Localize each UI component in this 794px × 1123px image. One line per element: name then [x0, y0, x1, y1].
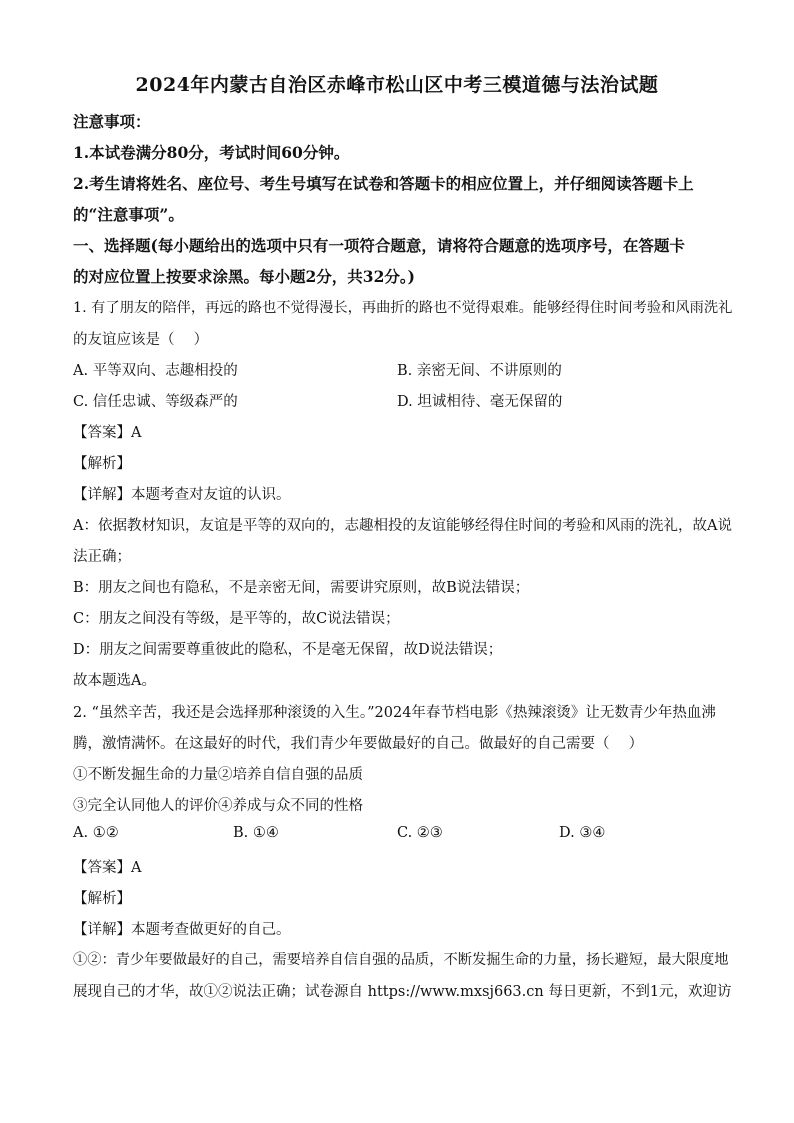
q1-stem-line-1: 1. 有了朋友的陪伴，再远的路也不觉得漫长，再曲折的路也不觉得艰难。能够经得住时间考验和风雨洗礼 [73, 300, 733, 316]
notice-heading: 注意事项： [73, 112, 151, 131]
q1-option-c: C. 信任忠诚、等级森严的 [73, 394, 238, 410]
q2-option-b: B. ①④ [233, 825, 279, 841]
q2-option-d: D. ③④ [559, 825, 606, 841]
q2-explain-line-2: 展现自己的才华，故①②说法正确；试卷源自 https://www.mxsj663.cn 每日更新，不到1元，欢迎访 [73, 984, 732, 1000]
q1-explain-a-line-2: 法正确； [73, 549, 131, 565]
q2-stem-line-1: 2. “虽然辛苦，我还是会选择那种滚烫的入生。”2024年春节档电影《热辣滚烫》让无数青少年热血沸 [73, 705, 716, 721]
page-title: 2024年内蒙古自治区赤峰市松山区中考三模道德与法治试题 [135, 74, 659, 96]
q2-stem-line-2: 腾，激情满怀。在这最好的时代，我们青少年要做最好的自己。做最好的自己需要（ ） [73, 736, 644, 752]
q1-explain-a-line-1: A：依据教材知识，友谊是平等的双向的，志趣相投的友谊能够经得住时间的考验和风雨的洗礼，故A说 [73, 518, 732, 534]
q2-option-c: C. ②③ [397, 825, 443, 841]
q1-analysis-label: 【解析】 [73, 456, 131, 472]
q2-detail: 【详解】本题考查做更好的自己。 [73, 922, 291, 938]
q2-explain-line-1: ①②：青少年要做最好的自己，需要培养自信自强的品质，不断发掘生命的力量，扬长避短，最大限度地 [73, 952, 729, 968]
q1-answer: 【答案】A [73, 425, 142, 441]
notice-item-2-line-1: 2.考生请将姓名、座位号、考生号填写在试卷和答题卡的相应位置上，并仔细阅读答题卡上 [73, 174, 694, 193]
q1-option-b: B. 亲密无间、不讲原则的 [397, 363, 562, 379]
notice-item-2-line-2: 的“注意事项”。 [73, 205, 184, 224]
section-heading-line-1: 一、选择题(每小题给出的选项中只有一项符合题意，请将符合题意的选项序号，在答题卡 [73, 236, 685, 255]
q1-detail: 【详解】本题考查对友谊的认识。 [73, 487, 291, 503]
q1-option-a: A. 平等双向、志趣相投的 [73, 363, 238, 379]
q1-explain-d: D：朋友之间需要尊重彼此的隐私，不是毫无保留，故D说法错误； [73, 642, 503, 658]
q1-explain-c: C：朋友之间没有等级，是平等的，故C说法错误； [73, 611, 400, 627]
q2-answer: 【答案】A [73, 860, 142, 876]
q2-analysis-label: 【解析】 [73, 891, 131, 907]
q1-stem-line-2: 的友谊应该是（ ） [73, 332, 209, 348]
q1-conclusion: 故本题选A。 [73, 673, 156, 689]
q1-option-d: D. 坦诚相待、毫无保留的 [397, 394, 563, 410]
section-heading-line-2: 的对应位置上按要求涂黑。每小题2分，共32分。) [73, 267, 415, 286]
q2-option-a: A. ①② [73, 825, 119, 841]
q1-explain-b: B：朋友之间也有隐私，不是亲密无间，需要讲究原则，故B说法错误； [73, 580, 530, 596]
q2-choices-line-2: ③完全认同他人的评价④养成与众不同的性格 [73, 798, 363, 814]
notice-item-1: 1.本试卷满分80分，考试时间60分钟。 [73, 143, 350, 162]
q2-choices-line-1: ①不断发掘生命的力量②培养自信自强的品质 [73, 767, 363, 783]
